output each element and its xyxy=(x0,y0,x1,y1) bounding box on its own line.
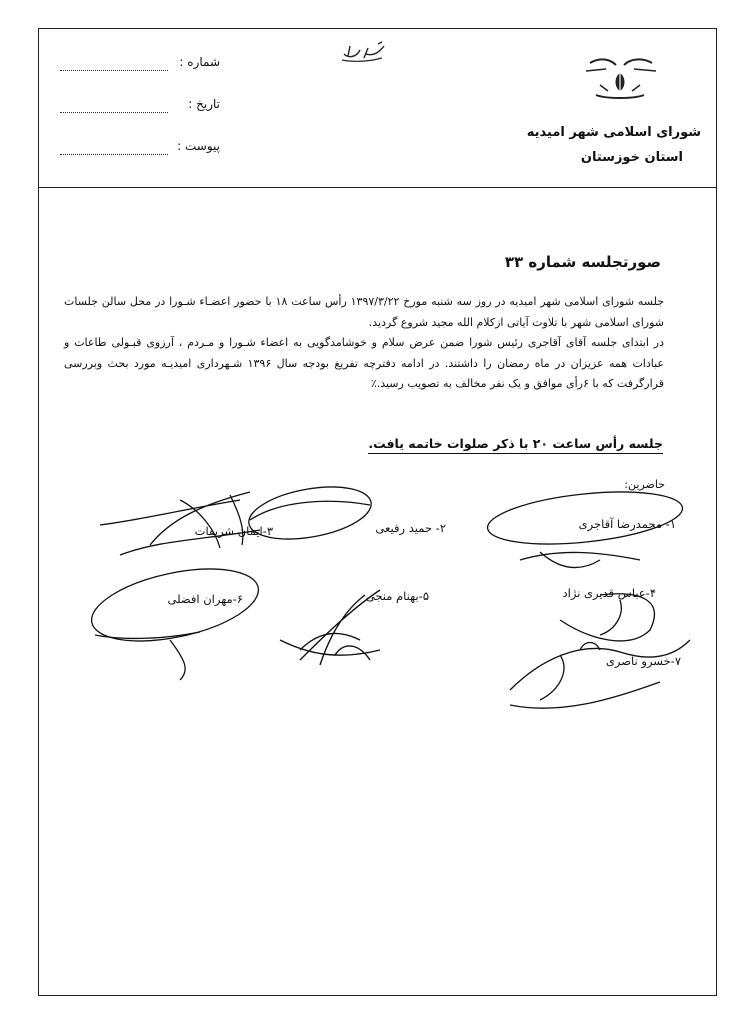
province-name: استان خوزستان xyxy=(580,150,683,165)
paragraph-proceedings: در ابتدای جلسه آقای آقاجری رئیس شورا ضمن عرض سلام و خوشامدگویی به اعضاء شـورا و مـردم ، آرزوی قبـولی طاعات و عبادات همه عزیزان در ماه رمضان را داشتند. در ادامه دفترچه تفریغ بودجه سال ۱۳۹۶ شـهرداری امیدیـه مورد بحث وبررسی قرارگرفت که با ۶رأی موافق و یک نفر مخالف به تصویب رسید.٪ xyxy=(64,336,664,390)
bismillah-calligraphy-icon xyxy=(338,40,388,66)
member-2: ۲- حمید رفیعی xyxy=(375,521,446,535)
member-1: ۱- محمدرضا آقاجری xyxy=(578,517,676,531)
number-value-line xyxy=(60,70,168,71)
council-name: شورای اسلامی شهر امیدیه xyxy=(526,125,701,140)
document-frame xyxy=(38,28,717,996)
minutes-body xyxy=(64,292,664,395)
attachment-field xyxy=(60,139,220,159)
date-label: تاریخ : xyxy=(188,97,220,111)
attendees-label: حاضرین: xyxy=(624,478,665,491)
attachment-value-line xyxy=(60,154,168,155)
member-5: ۵-بهنام منجی xyxy=(365,589,429,603)
number-label: شماره : xyxy=(179,55,220,69)
member-3: ۳-ایمان شریفات xyxy=(194,524,273,538)
header-divider xyxy=(38,187,717,188)
paragraph-opening: جلسه شورای اسلامی شهر امیدیه در روز سه شنبه مورخ ۱۳۹۷/۳/۲۲ رأس ساعت ۱۸ با حضور اعضـاء شـورا در محل سالن جلسات شورای اسلامی شهر با تلاوت آیاتی ازکلام الله مجید شروع گردید. xyxy=(64,295,665,329)
closing-statement: جلسه رأس ساعت ۲۰ با ذکر صلوات خاتمه یافت. xyxy=(368,436,663,454)
date-field xyxy=(60,97,220,117)
member-4: ۴-عباس قدیری نژاد xyxy=(562,586,656,600)
emblem-icon xyxy=(580,55,660,105)
member-6: ۶-مهران افضلی xyxy=(167,592,243,606)
date-value-line xyxy=(60,112,168,113)
number-field xyxy=(60,55,220,75)
member-7: ۷-خسرو ناصری xyxy=(605,654,681,668)
page-title: صورتجلسه شماره ۳۳ xyxy=(504,253,661,271)
attachment-label: پیوست : xyxy=(177,139,220,153)
